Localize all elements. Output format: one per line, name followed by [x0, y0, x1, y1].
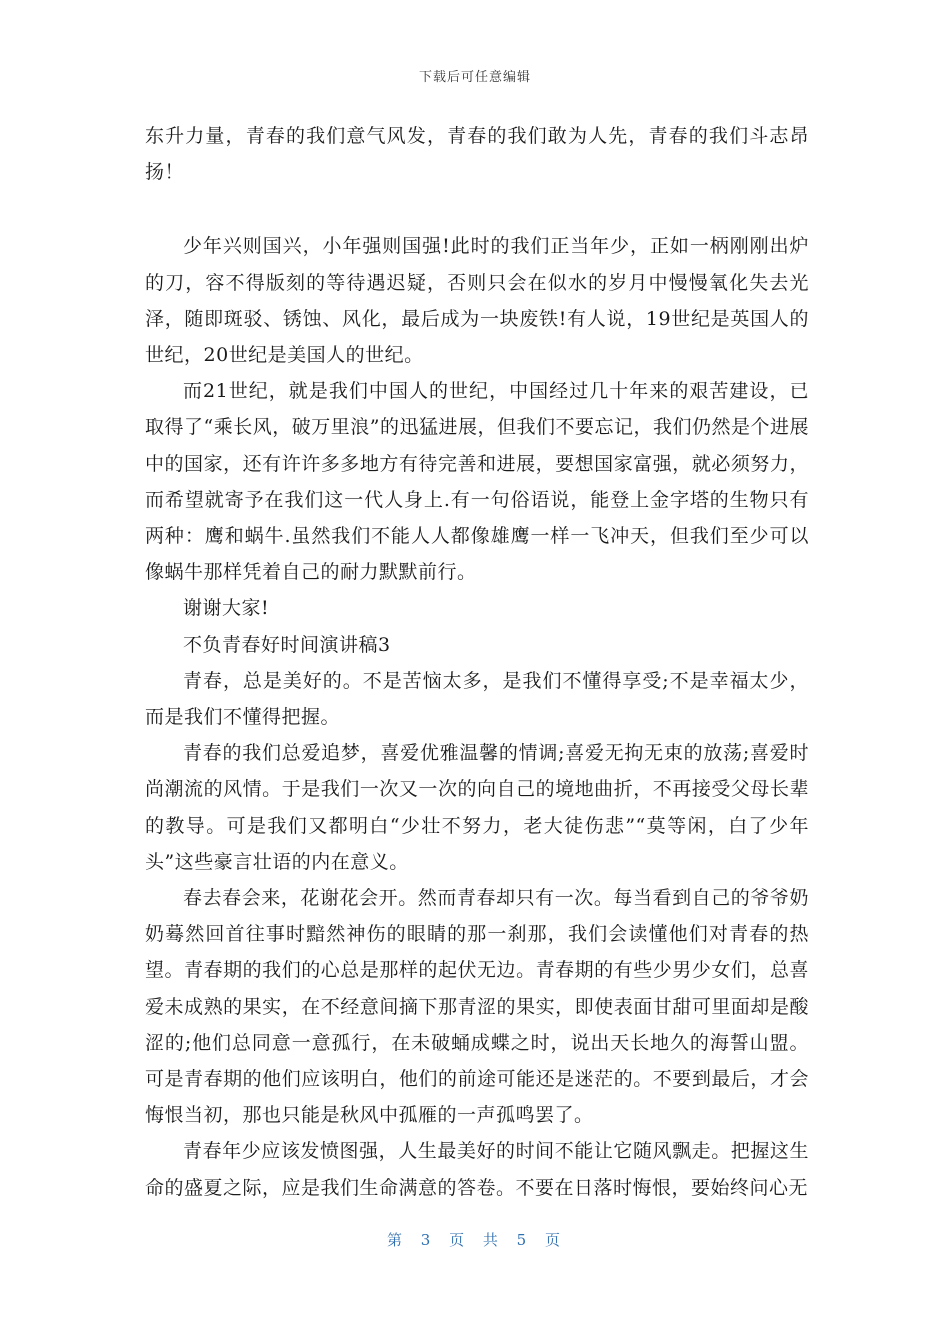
page-header-note: 下载后可任意编辑	[418, 70, 531, 85]
paragraph: 春去春会来，花谢花会开。然而青春却只有一次。每当看到自己的爷爷奶奶蓦然回首往事时黯然神伤的眼睛的那一刹那，我们会读懂他们对青春的热望。青春期的我们的心总是那样的起伏无边。青春期的有些少男少女们，总喜爱未成熟的果实，在不经意间摘下那青涩的果实，即使表面甘甜可里面却是酸涩的;他们总同意一意孤行，在未破蛹成蝶之时，说出天长地久的海誓山盟。可是青春期的他们应该明白，他们的前途可能还是迷茫的。不要到最后，才会悔恨当初，那也只能是秋风中孤雁的一声孤鸣罢了。	[145, 887, 809, 1127]
paragraph: 而21世纪，就是我们中国人的世纪，中国经过几十年来的艰苦建设，已取得了“乘长风，破万里浪”的迅猛进展，但我们不要忘记，我们仍然是个进展中的国家，还有许许多多地方有待完善和进展，要想国家富强，就必须努力，而希望就寄予在我们这一代人身上.有一句俗语说，能登上金字塔的生物只有两种：鹰和蜗牛.虽然我们不能人人都像雄鹰一样一飞冲天，但我们至少可以像蜗牛那样凭着自己的耐力默默前行。	[145, 380, 809, 584]
paragraph: 青春年少应该发愤图强，人生最美好的时间不能让它随风飘走。把握这生命的盛夏之际，应是我们生命满意的答卷。不要在日落时悔恨，要始终问心无	[145, 1140, 809, 1199]
paragraph-continuation: 东升力量，青春的我们意气风发，青春的我们敢为人先，青春的我们斗志昂扬！	[145, 125, 809, 184]
page-number-footer: 第 3 页 共 5 页	[387, 1231, 563, 1249]
document-body	[145, 118, 809, 1206]
paragraph: 青春，总是美好的。不是苦恼太多，是我们不懂得享受;不是幸福太少，而是我们不懂得把握。	[145, 669, 809, 729]
paragraph: 青春的我们总爱追梦，喜爱优雅温馨的情调;喜爱无拘无束的放荡;喜爱时尚潮流的风情。于是我们一次又一次的向自己的境地曲折，不再接受父母长辈的教导。可是我们又都明白“少壮不努力，老大徒伤悲”“莫等闲，白了少年头”这些豪言壮语的内在意义。	[145, 742, 809, 873]
closing-thanks: 谢谢大家!	[183, 597, 270, 620]
section-title: 不负青春好时间演讲稿3	[183, 633, 391, 656]
paragraph: 少年兴则国兴，小年强则国强!此时的我们正当年少，正如一柄刚刚出炉的刀，容不得版刻的等待遇迟疑，否则只会在似水的岁月中慢慢氧化失去光泽，随即斑驳、锈蚀、风化，最后成为一块废铁!有人说，19世纪是英国人的世纪，20世纪是美国人的世纪。	[145, 235, 809, 367]
paragraph-gap	[145, 190, 809, 228]
